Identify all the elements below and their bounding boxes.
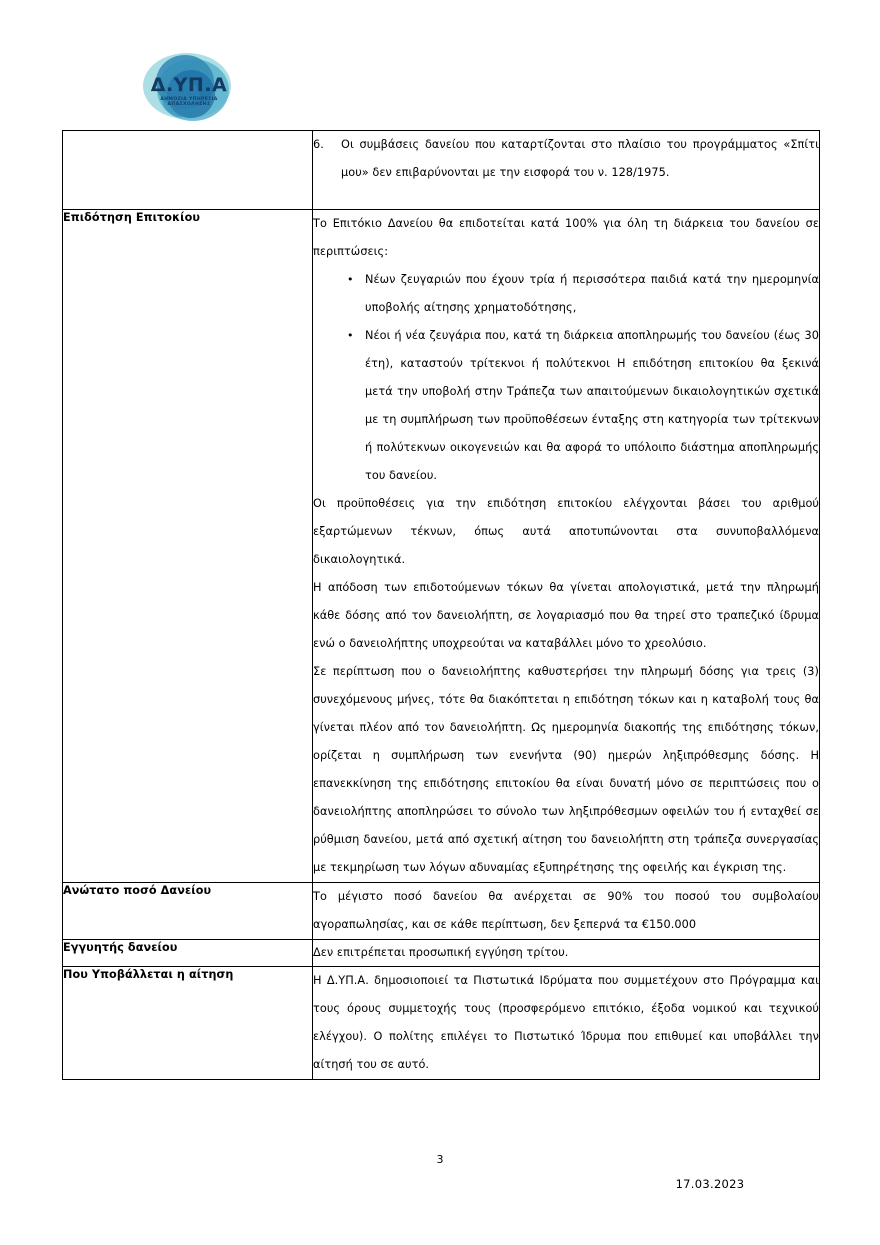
table-row bbox=[63, 131, 820, 210]
row-label-cell bbox=[63, 131, 313, 210]
list-item: • Νέων ζευγαριών που έχουν τρία ή περισσότερα παιδιά κατά την ημερομηνία υποβολής αίτησης χρηματοδότησης, bbox=[313, 266, 819, 322]
body-paragraph: Η απόδοση των επιδοτούμενων τόκων θα γίνεται απολογιστικά, μετά την πληρωμή κάθε δόσης από τον δανειολήπτη, σε λογαριασμό που θα τηρεί στο τραπεζικό ίδρυμα ενώ ο δανειολήπτης υποχρεούται να καταβάλλει μόνο το χρεολύσιο. bbox=[313, 581, 819, 650]
row-content-cell bbox=[313, 131, 820, 210]
row-label-cell: Επιδότηση Επιτοκίου bbox=[63, 210, 313, 883]
program-terms-table bbox=[62, 130, 820, 1080]
row-label-cell: Ανώτατο ποσό Δανείου bbox=[63, 883, 313, 940]
logo-tagline: ΔΗΜΟΣΙΑ ΥΠΗΡΕΣΙΑ ΑΠΑΣΧΟΛΗΣΗΣ bbox=[160, 97, 218, 107]
table-row bbox=[63, 883, 820, 940]
table-row bbox=[63, 967, 820, 1080]
footer-date: 17.03.2023 bbox=[675, 1177, 745, 1191]
page-number: 3 bbox=[436, 1153, 444, 1166]
row-label-cell: Που Υποβάλλεται η αίτηση bbox=[63, 967, 313, 1080]
row-label-cell: Εγγυητής δανείου bbox=[63, 940, 313, 967]
clause-text: Οι συμβάσεις δανείου που καταρτίζονται στο πλαίσιο του προγράμματος «Σπίτι μου» δεν επιβαρύνονται με την εισφορά του ν. 128/1975. bbox=[341, 138, 819, 179]
body-paragraph: Σε περίπτωση που ο δανειολήπτης καθυστερήσει την πληρωμή δόσης για τρεις (3) συνεχόμενους μήνες, τότε θα διακόπτεται η επιδότηση τόκων και η καταβολή τους θα γίνεται πλέον από τον δανειολήπτη. Ως ημερομηνία διακοπής της επιδότησης τόκων, ορίζεται η συμπλήρωση των ενενήντα (90) ημερών ληξιπρόθεσμης δόσης. Η επανεκκίνηση της επιδότησης επιτοκίου θα είναι δυνατή μόνο σε περιπτώσεις που ο δανειολήπτης αποπληρώσει το σύνολο των ληξιπρόθεσμων οφειλών του ή ενταχθεί σε ρύθμιση δανείου, μετά από σχετική αίτηση του δανειολήπτη στη τράπεζα συνεργασίας με τεκμηρίωση των λόγων αδυναμίας εξυπηρέτησης της οφειλής και έγκριση της. bbox=[313, 665, 819, 874]
clause-number: 6. bbox=[313, 138, 324, 151]
dypa-logo bbox=[141, 46, 237, 124]
list-item: • Νέοι ή νέα ζευγάρια που, κατά τη διάρκεια αποπληρωμής του δανείου (έως 30 έτη), καταστούν τρίτεκνοι ή πολύτεκνοι Η επιδότηση επιτοκίου θα ξεκινά μετά την υποβολή στην Τράπεζα των απαιτούμενων δικαιολογητικών σχετικά με τη συμπλήρωση των προϋποθέσεων ένταξης στη κατηγορία των τρίτεκνων ή πολύτεκνων οικογενειών και θα αφορά το υπόλοιπο διάστημα αποπληρωμής του δανείου. bbox=[313, 322, 819, 490]
body-paragraph: Οι προϋποθέσεις για την επιδότηση επιτοκίου ελέγχονται βάσει του αριθμού εξαρτώμενων τέκνων, όπως αυτά αποτυπώνονται στα συνυποβαλλόμενα δικαιολογητικά. bbox=[313, 497, 819, 566]
bullet-list bbox=[313, 266, 819, 490]
row-content-cell: Η Δ.ΥΠ.Α. δημοσιοποιεί τα Πιστωτικά Ιδρύματα που συμμετέχουν στο Πρόγραμμα και τους όρους συμμετοχής τους (προσφερόμενο επιτόκιο, έξοδα νομικού και τεχνικού ελέγχου). Ο πολίτης επιλέγει το Πιστωτικό Ίδρυμα που επιθυμεί και υποβάλλει την αίτησή του σε αυτό. bbox=[313, 967, 820, 1080]
row-content-cell bbox=[313, 210, 820, 883]
table-row bbox=[63, 210, 820, 883]
table-row bbox=[63, 940, 820, 967]
row-content-cell: Το μέγιστο ποσό δανείου θα ανέρχεται σε 90% του ποσού του συμβολαίου αγοραπωλησίας, και σε κάθε περίπτωση, δεν ξεπερνά τα €150.000 bbox=[313, 883, 820, 940]
logo-wordmark: Δ.ΥΠ.Α bbox=[150, 74, 228, 96]
intro-paragraph: Το Επιτόκιο Δανείου θα επιδοτείται κατά 100% για όλη τη διάρκεια του δανείου σε περιπτώσεις: bbox=[313, 217, 819, 258]
row-content-cell: Δεν επιτρέπεται προσωπική εγγύηση τρίτου. bbox=[313, 940, 820, 967]
numbered-clause bbox=[313, 131, 819, 187]
